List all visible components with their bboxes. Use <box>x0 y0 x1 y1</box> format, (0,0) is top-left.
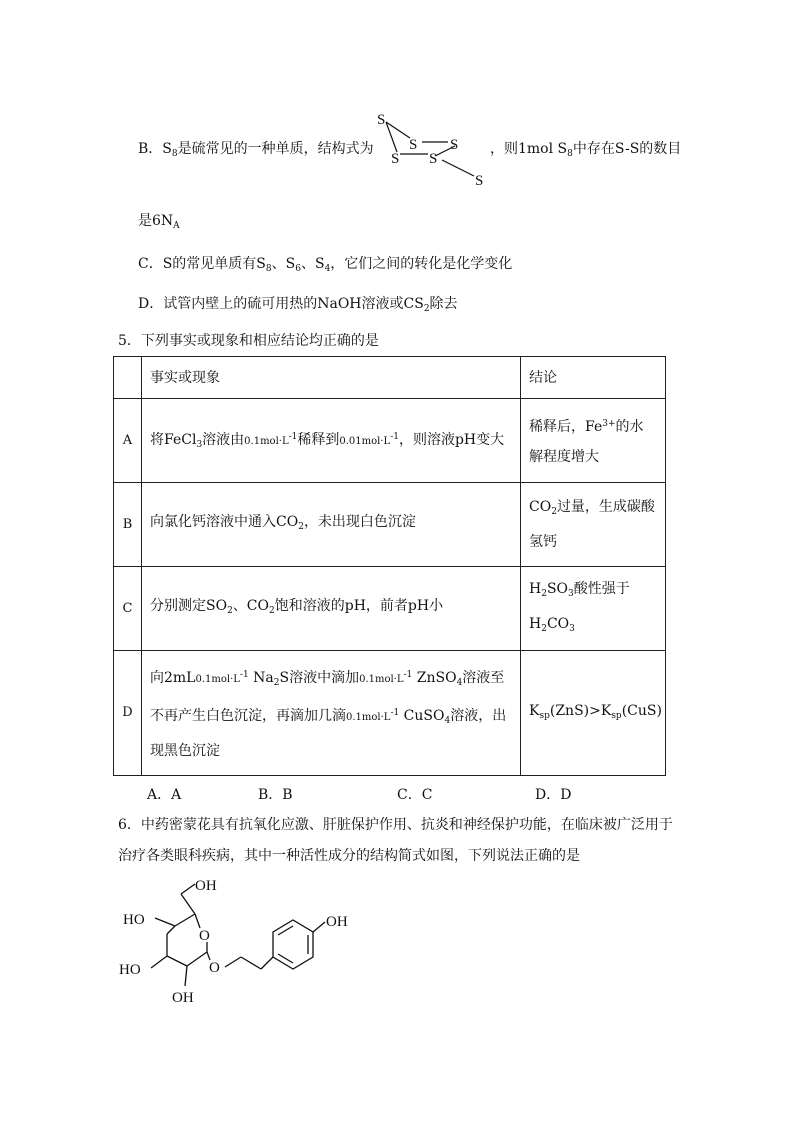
row-label: D <box>114 651 142 776</box>
table-row <box>114 483 666 567</box>
q5-stem: 5．下列事实或现象和相应结论均正确的是 <box>118 333 379 349</box>
header-conclusion: 结论 <box>521 357 666 399</box>
ring-o-label: O <box>199 928 210 944</box>
q6-stem-line2: 治疗各类眼科疾病，其中一种活性成分的结构简式如图，下列说法正确的是 <box>118 848 580 864</box>
row-a-conclusion: 稀释后，$Fe^{3+}$的水解程度增大 <box>521 399 666 483</box>
s-atom: S <box>391 151 400 167</box>
glycosidic-o-label: O <box>209 960 220 976</box>
row-label: A <box>114 399 142 483</box>
q4-option-b-line2: 是$6N_A$ <box>138 213 180 231</box>
table-row <box>114 567 666 651</box>
header-fact: 事实或现象 <box>142 357 521 399</box>
row-c-conclusion: $H_2SO_3$酸性强于$H_2CO_3$ <box>521 567 666 651</box>
s-atom: S <box>475 173 484 189</box>
phenol-oh-label: OH <box>326 914 348 930</box>
row-label: C <box>114 567 142 651</box>
q4-option-b-line1: B．$S_8$是硫常见的一种单质，结构式为 <box>138 141 374 159</box>
s-atom: S <box>377 112 386 128</box>
q4-option-d: D．试管内壁上的硫可用热的NaOH溶液或$CS_2$除去 <box>138 296 458 314</box>
s-atom: S <box>450 137 459 153</box>
table-header-row <box>114 357 666 399</box>
header-label-cell <box>114 357 142 399</box>
s-atom: S <box>429 151 438 167</box>
q6-stem-line1: 6．中药密蒙花具有抗氧化应激、肝脏保护作用、抗炎和神经保护功能，在临床被广泛用于 <box>118 817 673 833</box>
option-a[interactable]: A．A <box>147 787 182 803</box>
molecule-structure-diagram <box>115 872 365 1007</box>
row-b-fact: 向氯化钙溶液中通入$CO_2$，未出现白色沉淀 <box>142 483 521 567</box>
q5-table <box>113 356 666 776</box>
option-c[interactable]: C．C <box>397 787 433 803</box>
row-d-conclusion: $K_{sp}(ZnS)>K_{sp}(CuS)$ <box>521 651 666 776</box>
row-label: B <box>114 483 142 567</box>
option-b[interactable]: B．B <box>258 787 293 803</box>
row-c-fact: 分别测定$SO_2$、$CO_2$饱和溶液的pH，前者pH小 <box>142 567 521 651</box>
row-b-conclusion: $CO_2$过量，生成碳酸氢钙 <box>521 483 666 567</box>
q4-option-c: C．S的常见单质有$S_8$、$S_6$、$S_4$，它们之间的转化是化学变化 <box>138 256 513 274</box>
q4-option-b-line1-tail: ，则1mol $S_8$中存在S-S的数目 <box>490 141 682 159</box>
s8-structure-diagram <box>372 104 492 194</box>
s-atom: S <box>409 137 418 153</box>
table-row <box>114 399 666 483</box>
oh-label: OH <box>172 990 194 1006</box>
table-row <box>114 651 666 776</box>
row-a-fact: 将FeCl$_3$溶液由$0.1mol\cdot L^{-1}$稀释到$0.01mol\cdot L^{-1}$，则溶液pH变大 <box>142 399 521 483</box>
ho-label: HO <box>119 962 141 978</box>
oh-label: OH <box>195 878 217 894</box>
row-d-fact: 向$2mL0.1mol\cdot L^{-1}$ $Na_2S$溶液中滴加$0.1mol\cdot L^{-1}$ ZnSO$_4$溶液至不再产生白色沉淀，再滴加几滴$0.1mol\cdot L^{-1}$ CuSO$_4$溶液，出现黑色沉淀 <box>142 651 521 776</box>
ho-label: HO <box>123 912 145 928</box>
option-d[interactable]: D．D <box>535 787 572 803</box>
